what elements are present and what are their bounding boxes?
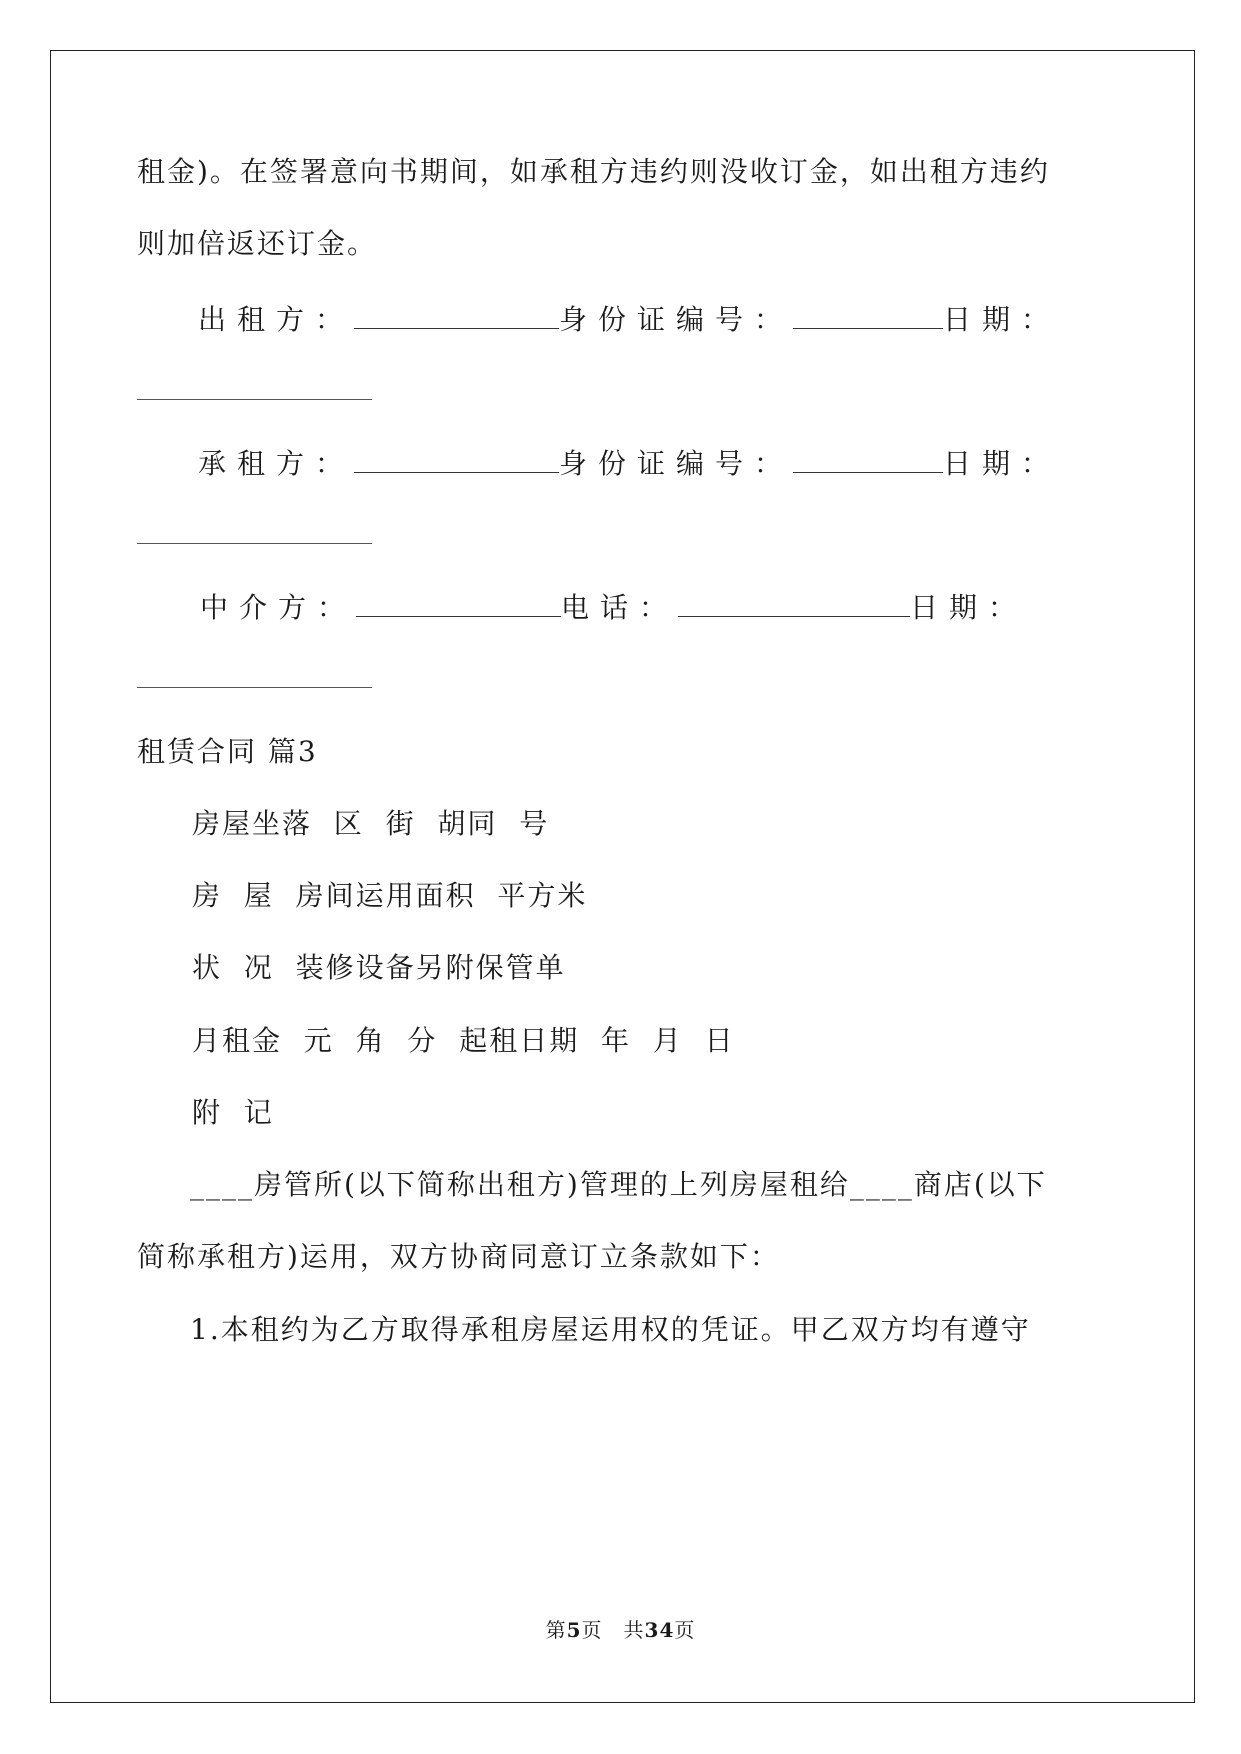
lessor-label: 出租方：: [198, 303, 355, 336]
id-label: 身份证编号：: [559, 447, 794, 480]
total-page-number: 34: [644, 1618, 675, 1642]
page-footer: [0, 1618, 1241, 1642]
page-border: [50, 50, 1195, 1703]
paragraph-line: 租金)。在签署意向书期间，如承租方违约则没收订金，如出租方违约: [137, 155, 1050, 188]
lessor-signature-row: [198, 302, 1060, 338]
lessor-id-blank[interactable]: [793, 302, 943, 329]
paragraph-line: 则加倍返还订金。: [137, 227, 378, 260]
property-area-line: 房 屋 房间运用面积 平方米: [192, 879, 588, 912]
date-label: 日期：: [910, 591, 1028, 624]
agent-date-blank[interactable]: [137, 687, 372, 688]
rent-line: 月租金 元 角 分 起租日期 年 月 日: [192, 1024, 735, 1057]
footer-suffix: 页: [674, 1618, 696, 1642]
lessee-signature-row: [198, 446, 1060, 482]
date-label: 日期：: [943, 447, 1061, 480]
current-page-number: 5: [566, 1618, 582, 1642]
paragraph-text: 房管所(以下简称出租方)管理的上列房屋租给: [254, 1168, 850, 1201]
paragraph-line: [190, 1167, 1047, 1203]
agent-label: 中介方：: [200, 591, 357, 624]
clause-line: 1.本租约为乙方取得承租房屋运用权的凭证。甲乙双方均有遵守: [190, 1313, 1031, 1346]
id-label: 身份证编号：: [559, 303, 794, 336]
paragraph-line: 简称承租方)运用，双方协商同意订立条款如下：: [137, 1240, 780, 1273]
agent-name-blank[interactable]: [356, 590, 561, 617]
section-title: 租赁合同 篇3: [137, 735, 318, 768]
lessee-date-blank[interactable]: [137, 543, 372, 544]
footer-mid: 页 共: [581, 1618, 645, 1642]
blank-field[interactable]: ____: [849, 1168, 914, 1201]
footer-prefix: 第: [545, 1618, 567, 1642]
blank-field[interactable]: ____: [190, 1168, 254, 1201]
property-location-line: 房屋坐落 区 街 胡同 号: [192, 807, 550, 840]
lessor-date-blank[interactable]: [137, 399, 372, 400]
agent-phone-blank[interactable]: [678, 590, 910, 617]
lessor-name-blank[interactable]: [354, 302, 559, 329]
note-line: 附 记: [192, 1096, 274, 1129]
agent-signature-row: [200, 590, 1027, 626]
property-condition-line: 状 况 装修设备另附保管单: [192, 951, 566, 984]
date-label: 日期：: [943, 303, 1061, 336]
paragraph-text: 商店(以下: [913, 1168, 1047, 1201]
lessee-id-blank[interactable]: [793, 446, 943, 473]
lessee-label: 承租方：: [198, 447, 355, 480]
lessee-name-blank[interactable]: [354, 446, 559, 473]
phone-label: 电话：: [561, 591, 679, 624]
